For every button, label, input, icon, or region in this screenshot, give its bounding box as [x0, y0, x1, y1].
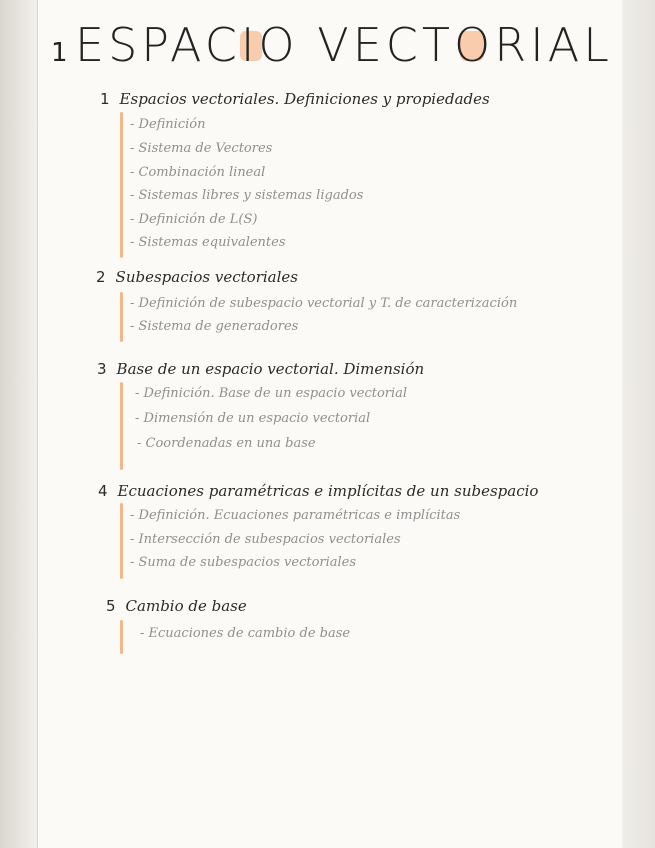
section-5-bar	[120, 620, 123, 654]
section-1-item: - Sistemas libres y sistemas ligados	[130, 188, 364, 203]
section-4-title: Ecuaciones paramétricas e implícitas de un subespacio	[117, 482, 539, 500]
section-5-number: 5	[106, 597, 116, 615]
section-2-title: Subespacios vectoriales	[115, 268, 298, 286]
section-3-item: - Coordenadas en una base	[137, 436, 316, 451]
section-3-bar	[120, 382, 123, 470]
section-4-item: - Suma de subespacios vectoriales	[130, 555, 357, 570]
section-5-item: - Ecuaciones de cambio de base	[140, 626, 351, 641]
page-title: ESPACIO VECTORIAL	[75, 18, 613, 72]
section-1-item: - Sistemas equivalentes	[130, 235, 286, 250]
section-2-number: 2	[96, 268, 106, 286]
section-1-bar	[120, 112, 123, 258]
section-4-item: - Definición. Ecuaciones paramétricas e implícitas	[130, 508, 461, 523]
section-1-item: - Sistema de Vectores	[130, 141, 273, 156]
section-1-item: - Combinación lineal	[130, 165, 266, 180]
section-3-heading	[97, 360, 424, 378]
section-1-heading	[100, 90, 490, 108]
section-2-heading	[96, 268, 298, 286]
section-4-heading	[98, 482, 538, 500]
section-3-item: - Dimensión de un espacio vectorial	[135, 411, 371, 426]
section-3-item: - Definición. Base de un espacio vectorial	[135, 386, 408, 401]
section-1-number: 1	[100, 90, 110, 108]
section-2-item: - Sistema de generadores	[130, 319, 299, 334]
page-right-edge	[622, 0, 655, 848]
section-5-heading	[106, 597, 247, 615]
section-4-number: 4	[98, 482, 108, 500]
section-3-number: 3	[97, 360, 107, 378]
page-left-edge	[0, 0, 38, 848]
section-2-bar	[120, 292, 123, 342]
section-5-title: Cambio de base	[125, 597, 247, 615]
section-1-item: - Definición de L(S)	[130, 212, 258, 227]
section-4-item: - Intersección de subespacios vectoriales	[130, 532, 401, 547]
section-2-item: - Definición de subespacio vectorial y T. de caracterización	[130, 296, 518, 311]
section-3-title: Base de un espacio vectorial. Dimensión	[116, 360, 425, 378]
section-4-bar	[120, 503, 123, 579]
section-1-title: Espacios vectoriales. Definiciones y propiedades	[119, 90, 490, 108]
section-1-item: - Definición	[130, 117, 206, 132]
title-number: 1	[51, 38, 68, 68]
